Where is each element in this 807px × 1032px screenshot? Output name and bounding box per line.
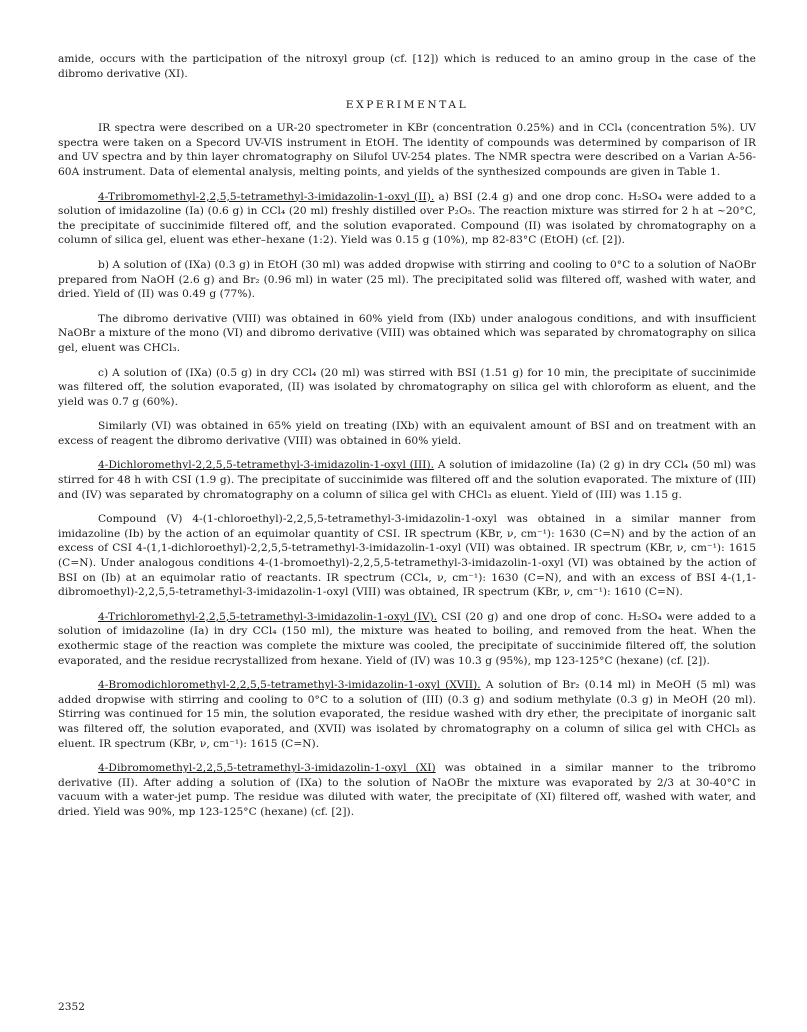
- compound-iv-body: CSI (20 g) and one drop of conc. H₂SO₄ were added to a solution of imidazoline (Ia) in dry CCl₄ (150 ml), the mixture was heated to boiling, and removed from the heat. When the exothermic stage of the reaction was complete the mixture was cooled, the precipitate of succinimide filtered off, the solution evaporated, and the residue recrystallized from hexane. Yield of (IV) was 10.3 g (95%), mp 123-125°C (hexane) (cf. [2]).: [58, 610, 756, 667]
- paragraph-compound-v: Compound (V) 4-(1-chloroethyl)-2,2,5,5-tetramethyl-3-imidazolin-1-oxyl was obtained in a similar manner from imidazoline (Ib) by the action of an equimolar quantity of CSI. IR spectrum (KBr, ν, cm⁻¹): 1630 (C=N) and by the action of an excess of CSI 4-(1,1-dichloroethyl)-2,2,5,5-tetramethyl-3-imidazolin-1-oxyl (VII) was obtained. IR spectrum (KBr, ν, cm⁻¹): 1615 (C=N). Under analogous conditions 4-(1-bromoethyl)-2,2,5,5-tetramethyl-3-imidazolin-1-oxyl (VI) was obtained by the action of BSI on (Ib) at an equimolar ratio of reactants. IR spectrum (CCl₄, ν, cm⁻¹): 1630 (C=N), and with an excess of BSI 4-(1,1-dibromoethyl)-2,2,5,5-tetramethyl-3-imidazolin-1-oxyl (VIII) was obtained, IR spectrum (KBr, ν, cm⁻¹): 1610 (C=N).: [58, 513, 756, 599]
- paragraph-method-c: c) A solution of (IXa) (0.5 g) in dry CCl₄ (20 ml) was stirred with BSI (1.51 g) for 10 min, the precipitate of succinimide was filtered off, the solution evaporated, (II) was isolated by chromatography on silica gel with chloroform as eluent, and the yield was 0.7 g (60%).: [58, 366, 756, 408]
- paragraph-compound-xi: [58, 761, 756, 819]
- paragraph-compound-ii: [58, 190, 756, 248]
- paragraph-compound-iii: [58, 458, 756, 502]
- paragraph-compound-xvii: [58, 678, 756, 751]
- paragraph-method-b: b) A solution of (IXa) (0.3 g) in EtOH (30 ml) was added dropwise with stirring and cooling to 0°C to a solution of NaOBr prepared from NaOH (2.6 g) and Br₂ (0.96 ml) in water (25 ml). The precipitated solid was filtered off, washed with water, and dried. Yield of (II) was 0.49 g (77%).: [58, 258, 756, 301]
- paragraph-similarly: Similarly (VI) was obtained in 65% yield on treating (IXb) with an equivalent amount of BSI and on treatment with an excess of reagent the dibromo derivative (VIII) was obtained in 60% yield.: [58, 420, 756, 447]
- compound-iii-body: A solution of imidazoline (Ia) (2 g) in dry CCl₄ (50 ml) was stirred for 48 h with CSI (1.9 g). The precipitate of succinimide was filtered off and the solution evaporated. The mixture of (III) and (IV) was separated by chromatography on a column of silica gel with CHCl₃ as eluent. Yield of (III) was 1.15 g.: [58, 459, 756, 501]
- paragraph-instruments: IR spectra were described on a UR-20 spectrometer in KBr (concentration 0.25%) and in CCl₄ (concentration 5%). UV spectra were taken on a Specord UV-VIS instrument in EtOH. The identity of compounds was determined by comparison of IR and UV spectra and by thin layer chromatography on Silufol UV-254 plates. The NMR spectra were described on a Varian A-56-60A instrument. Data of elemental analysis, melting points, and yields of the synthesized compounds are given in Table 1.: [58, 122, 756, 178]
- paragraph-intro: amide, occurs with the participation of the nitroxyl group (cf. [12]) which is reduced to an amino group in the case of the dibromo derivative (XI).: [58, 53, 756, 80]
- compound-title-iii: 4-Dichloromethyl-2,2,5,5-tetramethyl-3-imidazolin-1-oxyl (III).: [98, 459, 435, 472]
- compound-title-ii: 4-Tribromomethyl-2,2,5,5-tetramethyl-3-imidazolin-1-oxyl (II).: [98, 190, 435, 203]
- compound-xi-body: was obtained in a similar manner to the tribromo derivative (II). After adding a solution of (IXa) to the solution of NaOBr the mixture was evaporated by 2/3 at 30-40°C in vacuum with a water-jet pump. The residue was diluted with water, the precipitate of (XI) filtered off, washed with water, and dried. Yield was 90%, mp 123-125°C (hexane) (cf. [2]).: [58, 762, 756, 818]
- compound-title-iv: 4-Trichloromethyl-2,2,5,5-tetramethyl-3-imidazolin-1-oxyl (IV).: [98, 610, 438, 623]
- compound-title-xvii: 4-Bromodichloromethyl-2,2,5,5-tetramethyl-3-imidazolin-1-oxyl (XVII).: [98, 679, 481, 692]
- section-heading-experimental: EXPERIMENTAL: [345, 99, 469, 112]
- compound-xvii-body: A solution of Br₂ (0.14 ml) in MeOH (5 ml) was added dropwise with stirring and cooling to 0°C to a solution of (III) (0.3 g) and sodium methylate (0.3 g) in MeOH (20 ml). Stirring was continued for 15 min, the solution evaporated, the residue washed with dry ether, the precipitate of inorganic salt was filtered off, the solution evaporated, and (XVII) was isolated by chromatography on a column of silica gel with CHCl₃ as eluent. IR spectrum (KBr, ν, cm⁻¹): 1615 (C=N).: [58, 679, 756, 750]
- compound-title-xi: 4-Dibromomethyl-2,2,5,5-tetramethyl-3-imidazolin-1-oxyl (XI): [98, 762, 436, 775]
- article-body: [58, 52, 756, 820]
- paragraph-compound-iv: [58, 610, 756, 668]
- paragraph-dibromo-derivative: The dibromo derivative (VIII) was obtained in 60% yield from (IXb) under analogous conditions, and with insufficient NaOBr a mixture of the mono (VI) and dibromo derivative (VIII) was obtained which was separated by chromatography on silica gel, eluent was CHCl₃.: [58, 312, 756, 354]
- page-number: 2352: [58, 1001, 85, 1013]
- compound-ii-body: a) BSI (2.4 g) and one drop conc. H₂SO₄ were added to a solution of imidazoline (Ia) (0.6 g) in CCl₄ (20 ml) freshly distilled over P₂O₅. The reaction mixture was stirred for 2 h at ~20°C, the precipitate of succinimide filtered off, and the solution evaporated. Compound (II) was isolated by chromatography on a column of silica gel, eluent was ether–hexane (1:2). Yield was 0.15 g (10%), mp 82-83°C (EtOH) (cf. [2]).: [58, 190, 757, 247]
